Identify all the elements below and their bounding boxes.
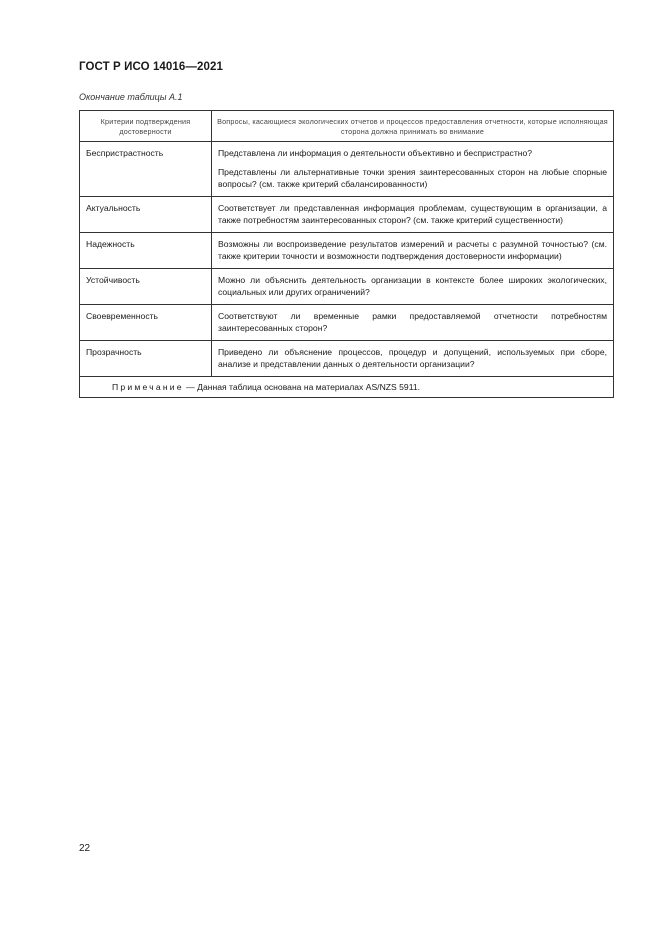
question-cell (212, 142, 614, 197)
question-text: Возможны ли воспроизведение результатов измерений и расчеты с разумной точностью? (см. также критерии точности и возможности подтверждения достоверности информации) (218, 238, 607, 261)
question-text: Соответствует ли представленная информация проблемам, существующим в организации, а также потребностям заинтересованных сторон? (см. также критерий существенности) (218, 202, 607, 225)
table-row (80, 268, 614, 304)
question-cell (212, 340, 614, 376)
criterion-cell: Прозрачность (80, 340, 212, 376)
document-header: ГОСТ Р ИСО 14016—2021 (79, 61, 224, 73)
table-caption: Окончание таблицы А.1 (79, 92, 183, 102)
table-header-row (80, 111, 614, 142)
criterion-cell: Беспристрастность (80, 142, 212, 197)
column-header-criteria: Критерии подтверждения достоверности (80, 111, 212, 142)
question-text: Приведено ли объяснение процессов, процедур и допущений, используемых при сборе, анализе и представлении данных о деятельности организации? (218, 346, 607, 369)
criterion-cell: Своевременность (80, 304, 212, 340)
criterion-cell: Надежность (80, 232, 212, 268)
page-number: 22 (79, 843, 91, 854)
question-cell (212, 196, 614, 232)
criteria-table (79, 110, 614, 398)
question-cell (212, 232, 614, 268)
criterion-cell: Устойчивость (80, 268, 212, 304)
note-label: Примечание (112, 381, 184, 392)
question-cell (212, 268, 614, 304)
question-cell (212, 304, 614, 340)
table-row (80, 232, 614, 268)
criterion-cell: Актуальность (80, 196, 212, 232)
table-note-row (80, 376, 614, 398)
table-row (80, 142, 614, 197)
column-header-questions: Вопросы, касающиеся экологических отчетов и процессов предоставления отчетности, которые исполняющая сторона должна принимать во внимание (212, 111, 614, 142)
table-row (80, 196, 614, 232)
table-row (80, 304, 614, 340)
question-text: Можно ли объяснить деятельность организации в контексте более широких экологических, социальных или других ограничений? (218, 274, 607, 297)
question-text: Соответствуют ли временные рамки предоставляемой отчетности потребностям заинтересованных сторон? (218, 310, 607, 333)
table-note (80, 376, 614, 398)
question-text: Представлена ли информация о деятельности объективно и беспристрастно? (218, 148, 533, 158)
table-row (80, 340, 614, 376)
note-text: — Данная таблица основана на материалах AS/NZS 5911. (183, 381, 421, 392)
question-text: Представлены ли альтернативные точки зрения заинтересованных сторон на любые спорные вопросы? (см. также критерий сбалансированности) (218, 166, 607, 189)
